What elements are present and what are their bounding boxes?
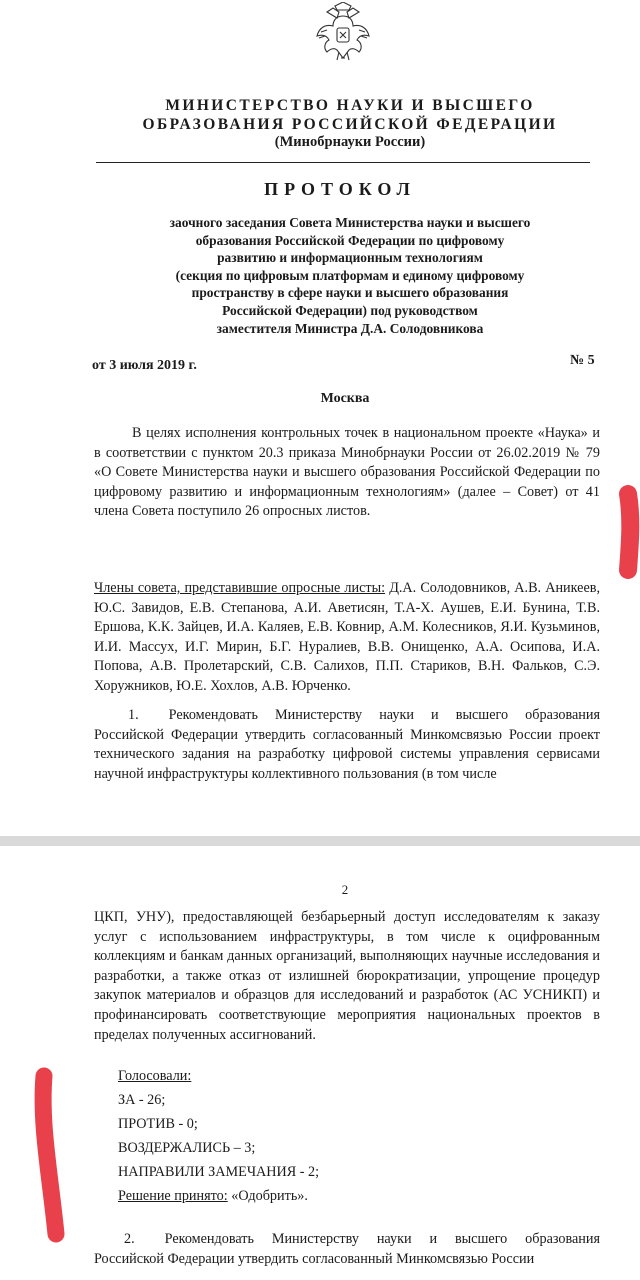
vote-abstained: ВОЗДЕРЖАЛИСЬ – 3; (118, 1140, 256, 1156)
protocol-city: Москва (320, 391, 370, 406)
vote-remarks: НАПРАВИЛИ ЗАМЕЧАНИЯ - 2; (118, 1164, 320, 1180)
document-title: ПРОТОКОЛ (264, 179, 416, 199)
item-2-number: 2. (124, 1231, 135, 1247)
decision-line (118, 1188, 308, 1205)
vote-against: ПРОТИВ - 0; (118, 1116, 198, 1132)
page-separator (0, 836, 640, 846)
members-paragraph (94, 579, 600, 697)
item-1-text: Рекомендовать Министерству науки и высшего образования Российской Федерации утвердить согласованный Минкомсвязью России проект технического задания на разработку цифровой системы управления сервисами научной инфраструктуры коллективного пользования (в том числе (94, 707, 600, 782)
decision-value: «Одобрить». (231, 1188, 308, 1204)
document-page-2 (0, 846, 640, 1280)
red-highlight-mark-left (26, 1064, 76, 1246)
header-divider (96, 162, 590, 163)
red-highlight-mark-right (608, 484, 640, 580)
subtitle-line: (секция по цифровым платформам и единому цифровому (175, 267, 525, 283)
item-1-number: 1. (128, 707, 139, 723)
voted-label: Голосовали: (118, 1068, 192, 1084)
item-2-paragraph (94, 1230, 600, 1269)
subtitle-line: заочного заседания Совета Министерства науки и высшего (169, 215, 531, 230)
document-subtitle (120, 214, 580, 337)
coat-of-arms-icon (313, 2, 373, 64)
ministry-abbreviation: (Минобрнауки России) (274, 134, 426, 150)
item-1-paragraph (94, 706, 600, 784)
decision-label: Решение принято: (118, 1188, 228, 1204)
ministry-name-line1: МИНИСТЕРСТВО НАУКИ И ВЫСШЕГО (165, 97, 535, 114)
vote-for: ЗА - 26; (118, 1092, 166, 1108)
protocol-number: № 5 (570, 353, 595, 368)
page-number: 2 (341, 882, 349, 897)
subtitle-line: заместителя Министра Д.А. Солодовникова (216, 320, 484, 336)
subtitle-line: Российской Федерации) под руководством (222, 302, 478, 318)
intro-paragraph: В целях исполнения контрольных точек в национальном проекте «Наука» и в соответствии с пунктом 20.3 приказа Минобрнауки России от 26.02.2019 № 79 «О Совете Министерства науки и высшего образования Российской Федерации по цифровому развитию и информационным технологиям» (далее – Совет) от 41 члена Совета поступило 26 опросных листов. (94, 425, 600, 520)
item-2-text: Рекомендовать Министерству науки и высшего образования Российской Федерации утвердить согласованный Минкомсвязью России (94, 1231, 600, 1267)
protocol-date: от 3 июля 2019 г. (92, 358, 197, 373)
members-label: Члены совета, представившие опросные листы: (94, 580, 386, 596)
subtitle-line: пространству в сфере науки и высшего образования (191, 285, 509, 301)
members-list: Д.А. Солодовников, А.В. Аникеев, Ю.С. Завидов, Е.В. Степанова, А.И. Аветисян, Т.А-Х. Аушев, Е.И. Бунина, Т.В. Ершова, К.К. Зайцев, И.А. Каляев, Е.В. Ковнир, А.М. Колесников, Я.И. Кузьминов, И.И. Массух, И.Г. Мирин, Б.Г. Нуралиев, В.В. Онищенко, А.А. Осипова, И.А. Попова, А.В. Пролетарский, С.В. Салихов, П.П. Стариков, В.Н. Фальков, С.Э. Хоружников, Ю.Е. Хохлов, А.В. Юрченко. (94, 580, 601, 694)
ministry-name-line2: ОБРАЗОВАНИЯ РОССИЙСКОЙ ФЕДЕРАЦИИ (142, 116, 558, 133)
subtitle-line: образования Российской Федерации по цифровому (195, 232, 505, 248)
item-1-continuation: ЦКП, УНУ), предоставляющей безбарьерный доступ исследователям к заказу услуг с использованием инфраструктуры, в том числе к оцифрованным коллекциям и банкам данных организаций, выполняющих научные исследования и разработки, а также отказ от излишней бюрократизации, упрощение процедур закупок материалов и образцов для исследований и разработок (АС УСНИКП) и профинансировать соответствующие мероприятия национальных проектов в пределах полученных ассигнований. (94, 909, 600, 1043)
subtitle-line: развитию и информационным технологиям (217, 250, 483, 266)
